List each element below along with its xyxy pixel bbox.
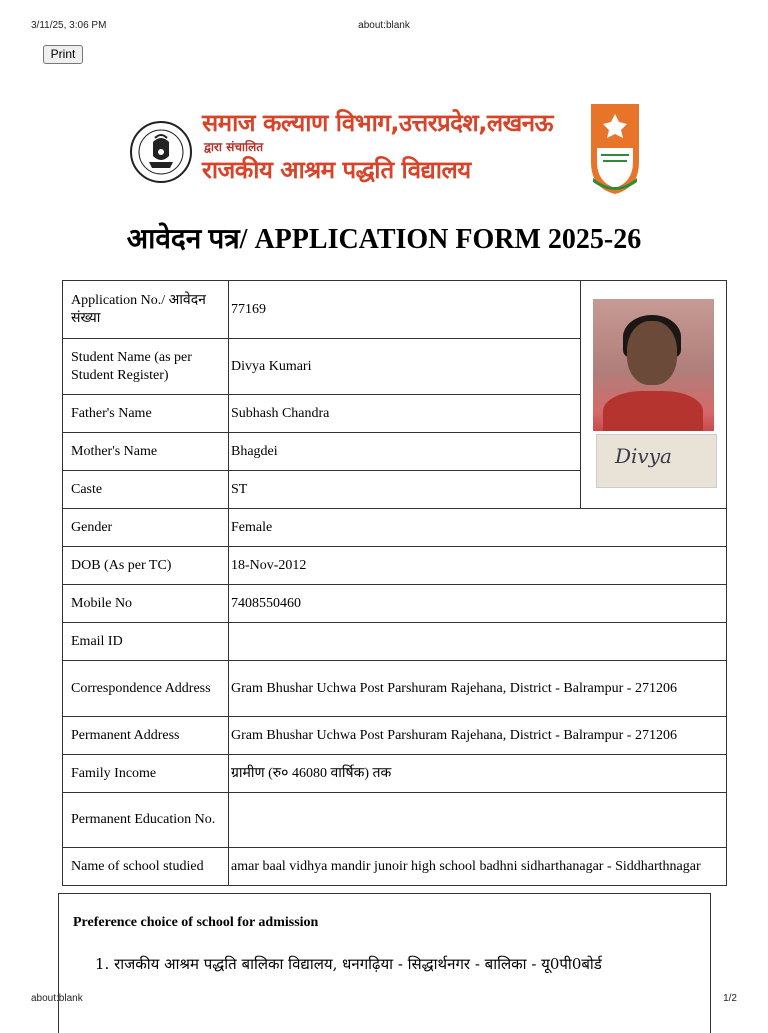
field-value: Subhash Chandra [229,395,581,433]
up-government-emblem-icon [129,108,194,194]
table-row [63,848,727,886]
field-label: Permanent Education No. [63,793,229,848]
table-row [63,281,727,339]
field-label: Mobile No [63,585,229,623]
department-name: समाज कल्याण विभाग,उत्तरप्रदेश,लखनऊ [202,109,553,137]
table-row [63,793,727,848]
print-timestamp: 3/11/25, 3:06 PM [31,20,107,31]
page-title: आवेदन पत्र/ APPLICATION FORM 2025-26 [126,224,642,255]
field-value: 7408550460 [229,585,727,623]
operated-by-label: द्वारा संचालित [204,140,264,154]
field-label: Gender [63,509,229,547]
field-value: Divya Kumari [229,339,581,395]
department-banner [202,106,553,186]
field-label: Correspondence Address [63,661,229,717]
preference-title: Preference choice of school for admission [73,915,319,930]
field-label: Mother's Name [63,433,229,471]
print-button[interactable]: Print [43,45,83,64]
field-value: Gram Bhushar Uchwa Post Parshuram Rajehana, District - Balrampur - 271206 [229,717,727,755]
field-value: Gram Bhushar Uchwa Post Parshuram Rajehana, District - Balrampur - 271206 [229,661,727,717]
field-label: DOB (As per TC) [63,547,229,585]
preference-item: 1. राजकीय आश्रम पद्धति बालिका विद्यालय, धनगढ़िया - सिद्धार्थनगर - बालिका - यू0पी0बोर्ड [95,955,602,973]
preference-section [58,893,711,1033]
field-value: amar baal vidhya mandir junoir high school badhni sidharthanagar - Siddharthnagar [229,848,727,886]
school-badge-icon [587,100,643,198]
table-row [63,623,727,661]
field-value: 18-Nov-2012 [229,547,727,585]
field-value: ST [229,471,581,509]
table-row [63,509,727,547]
table-row [63,585,727,623]
field-label: Permanent Address [63,717,229,755]
table-row [63,755,727,793]
page-number: 1/2 [723,993,737,1004]
table-row [63,547,727,585]
school-type-name: राजकीय आश्रम पद्धति विद्यालय [202,156,471,184]
student-photo [593,299,714,431]
field-value [229,793,727,848]
field-value: Female [229,509,727,547]
field-label: Father's Name [63,395,229,433]
footer-url: about:blank [31,993,83,1004]
table-row [63,717,727,755]
field-label: Name of school studied [63,848,229,886]
field-value: Bhagdei [229,433,581,471]
table-row [63,661,727,717]
student-signature [596,434,717,488]
field-label: Student Name (as per Student Register) [63,339,229,395]
field-label: Email ID [63,623,229,661]
field-value [229,623,727,661]
field-value: 77169 [229,281,581,339]
photo-cell [581,281,727,509]
application-form-table [62,280,727,886]
signature-text: Divya [615,444,672,468]
print-page-url: about:blank [358,20,410,31]
field-label: Application No./ आवेदन संख्या [63,281,229,339]
field-label: Family Income [63,755,229,793]
field-value: ग्रामीण (रु० 46080 वार्षिक) तक [229,755,727,793]
field-label: Caste [63,471,229,509]
